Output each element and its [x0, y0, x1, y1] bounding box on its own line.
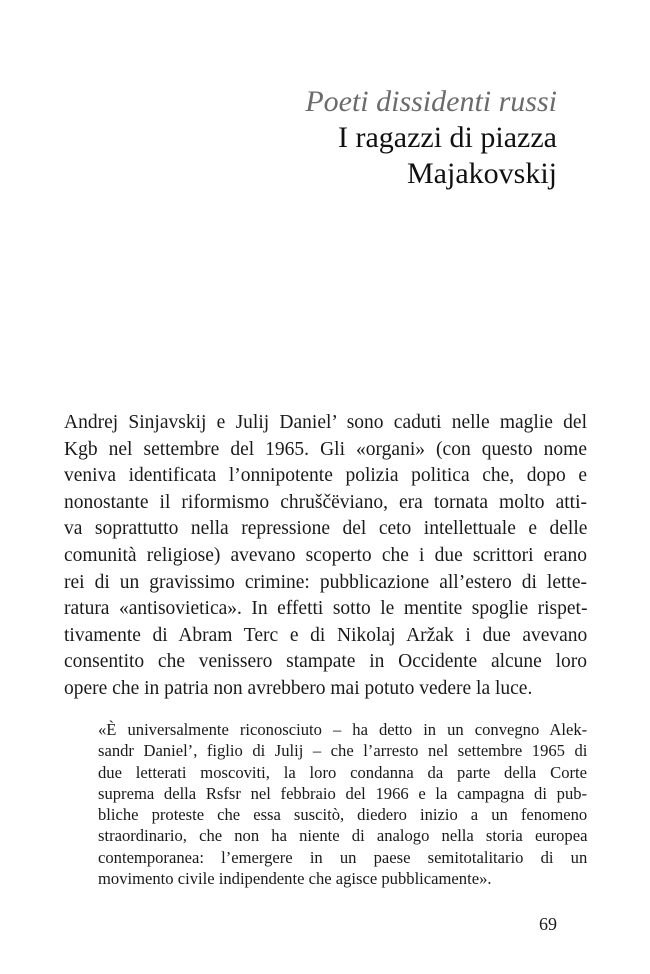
quote-line: due letterati moscoviti, la loro condanna da parte della Corte — [98, 762, 587, 782]
body-line: veniva identificata l’onnipotente polizia politica che, dopo e — [64, 465, 587, 487]
page-number: 69 — [539, 914, 557, 934]
body-line: nonostante il riformismo chruščëviano, era tornata molto atti- — [64, 491, 587, 513]
body-paragraph — [64, 410, 587, 703]
quote-line: sandr Daniel’, figlio di Julij – che l’arresto nel settembre 1965 di — [98, 741, 588, 761]
body-line: consentito che venissero stampate in Occidente alcune loro — [64, 651, 587, 673]
quote-line: straordinario, che non ha niente di analogo nella storia europea — [98, 826, 588, 846]
chapter-kicker: Poeti dissidenti russi — [305, 85, 557, 118]
quote-line: movimento civile indipendente che agisce pubblicamente». — [98, 869, 492, 889]
chapter-title-line-2: Majakovskij — [407, 157, 557, 190]
quote-line: contemporanea: l’emergere in un paese semitotalitario di un — [98, 847, 588, 867]
quote-line: bliche proteste che essa suscitò, diedero inizio a un fenomeno — [98, 805, 588, 825]
quote-line: «È universalmente riconosciuto – ha detto in un convegno Alek- — [98, 720, 588, 739]
block-quote — [98, 719, 587, 889]
chapter-heading — [305, 84, 557, 192]
body-line: opere che in patria non avrebbero mai potuto vedere la luce. — [64, 677, 533, 699]
body-line: rei di un gravissimo crimine: pubblicazione all’estero di lette- — [64, 571, 587, 593]
body-line: Kgb nel settembre del 1965. Gli «organi» (con questo nome — [64, 438, 587, 460]
body-line: Andrej Sinjavskij e Julij Daniel’ sono caduti nelle maglie del — [64, 412, 587, 433]
body-line: va soprattutto nella repressione del ceto intellettuale e delle — [64, 518, 588, 540]
body-line: tivamente di Abram Terc e di Nikolaj Aržak i due avevano — [64, 624, 588, 646]
chapter-title-line-1: I ragazzi di piazza — [337, 121, 557, 154]
body-line: ratura «antisovietica». In effetti sotto le mentite spoglie rispet- — [64, 598, 588, 620]
body-line: comunità religiose) avevano scoperto che i due scrittori erano — [64, 544, 587, 566]
quote-line: suprema della Rsfsr nel febbraio del 1966 e la campagna di pub- — [98, 783, 588, 803]
